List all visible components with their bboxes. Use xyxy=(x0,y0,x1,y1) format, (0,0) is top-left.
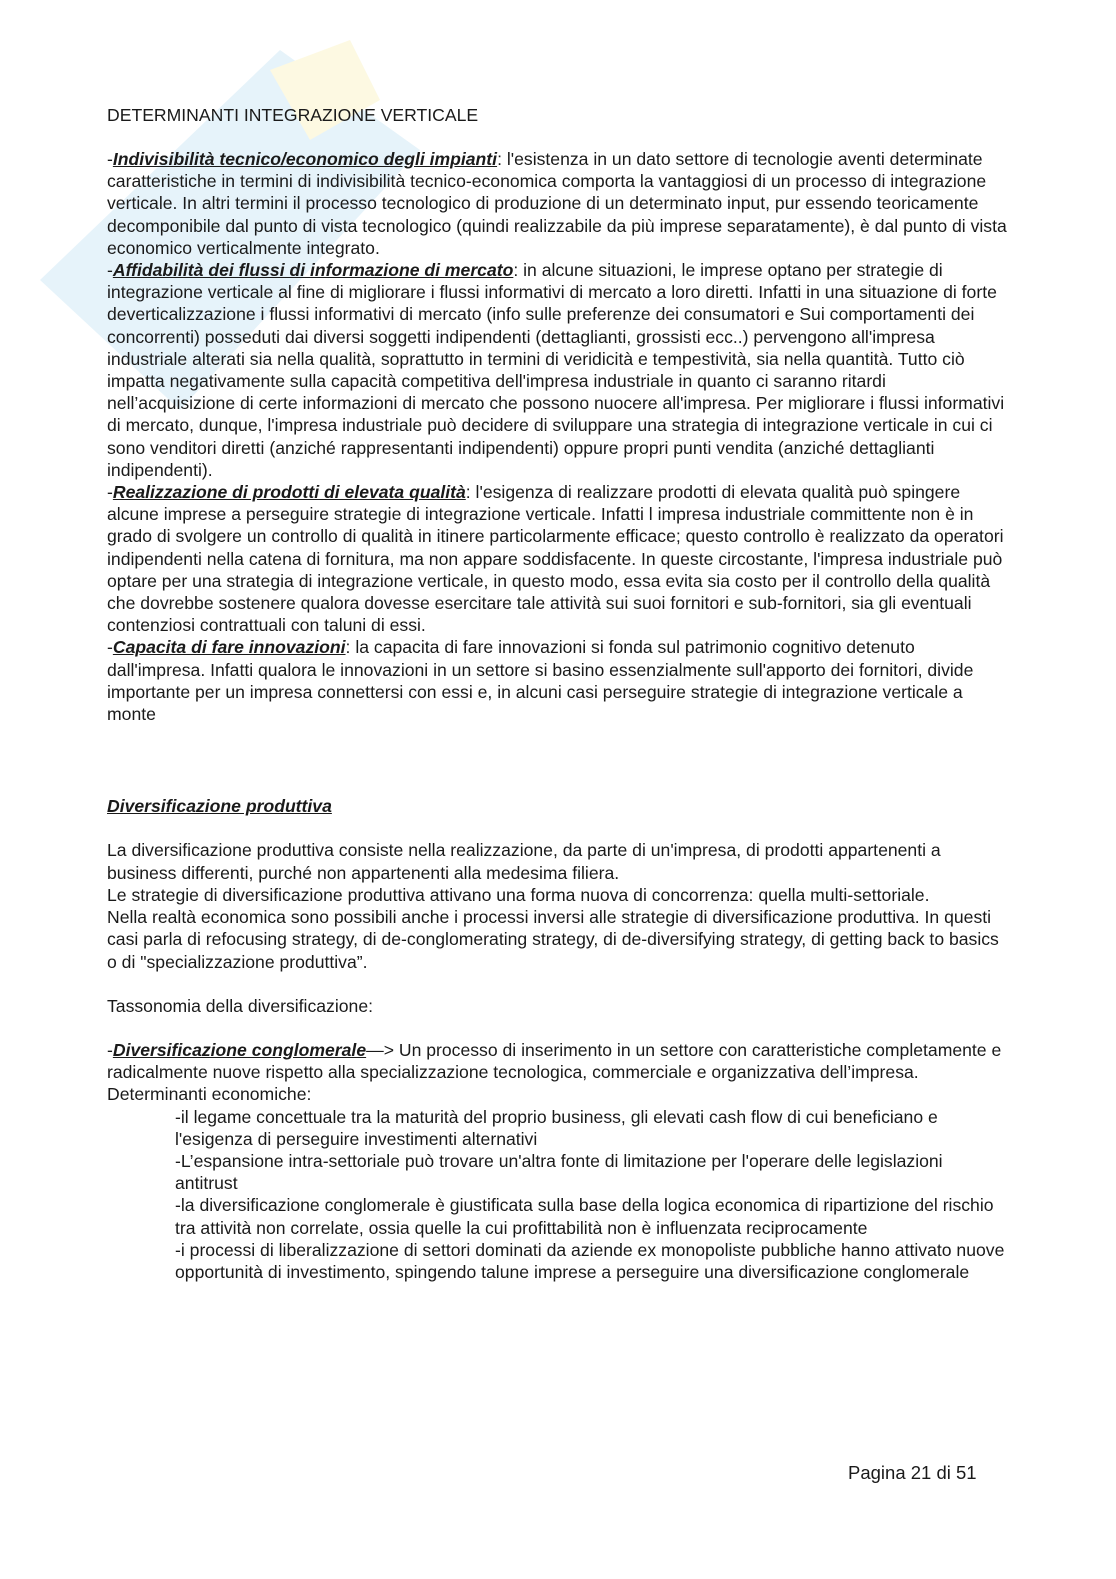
page-content xyxy=(107,104,1007,1283)
paragraph-div-processi-inversi: Nella realtà economica sono possibili anche i processi inversi alle strategie di diversificazione produttiva. In questi casi parla di refocusing strategy, di de-conglomerating strategy, di de-diversifying strategy, di getting back to basics o di "specializzazione produttiva”. xyxy=(107,907,999,972)
list-item: -i processi di liberalizzazione di settori dominati da aziende ex monopoliste pubbliche hanno attivato nuove opportunità di investimento, spingendo talune imprese a perseguire una diversificazione conglomerale xyxy=(175,1239,1005,1282)
paragraph-realizzazione: -Realizzazione di prodotti di elevata qualità: l'esigenza di realizzare prodotti di elevata qualità può spingere alcune imprese a perseguire strategie di integrazione verticale. Infatti l impresa industriale committente non è in grado di svolgere un controllo di qualità in itinere particolarmente efficace; questo controllo è realizzato da operatori indipendenti nella catena di fornitura, ma non appare soddisfacente. In queste circostante, l'impresa industriale può optare per una strategia di integrazione verticale, in questo modo, essa evita sia costo per il controllo della qualità che dovrebbe sostenere qualora dovesse esercitare tale attività sui suoi fornitori e sub-fornitori, sia gli eventuali contenziosi contrattuali con taluni di essi. xyxy=(107,482,1004,636)
paragraph-innovazioni: -Capacita di fare innovazioni: la capacita di fare innovazioni si fonda sul patrimonio cognitivo detenuto dall'impresa. Infatti qualora le innovazioni in un settore si basino essenzialmente sull'apporto dei fornitori, divide importante per un impresa connettersi con essi e, in alcuni casi perseguire strategie di integrazione verticale a monte xyxy=(107,637,974,725)
term-affidabilita: Affidabilità dei flussi di informazione di mercato xyxy=(112,260,514,281)
term-conglomerale: Diversificazione conglomerale xyxy=(112,1039,367,1060)
term-realizzazione: Realizzazione di prodotti di elevata qualità xyxy=(112,482,466,503)
term-indivisibilita: Indivisibilità tecnico/economico degli impianti xyxy=(112,149,498,169)
paragraph-indivisibilita: -Indivisibilità tecnico/economico degli impianti: l'esistenza in un dato settore di tecnologie aventi determinate caratteristiche in termini di indivisibilità tecnico-economica comporta la vantaggiosi di un processo di integrazione verticale. In altri termini il processo tecnologico di produzione di un determinato input, pur essendo teoricamente decomponibile dal punto di vista tecnologico (quindi realizzabile da più imprese separatamente), è dal punto di vista economico verticalmente integrato. xyxy=(107,149,1007,258)
paragraph-affidabilita: -Affidabilità dei flussi di informazione di mercato: in alcune situazioni, le imprese optano per strategie di integrazione verticale al fine di migliorare i flussi informativi di mercato a loro diretti. Infatti in una situazione di forte deverticalizzazione i flussi informativi di mercato (info sulle preferenze dei consumatori e Sui comportamenti dei concorrenti) posseduti dai diversi soggetti indipendenti (dettaglianti, grossisti ecc..) pervengono all'impresa industriale alterati sia nella qualità, soprattutto in termini di veridicità e tempestività, sia nella quantità. Tutto ciò impatta negativamente sulla capacità competitiva dell'impresa industriale in quanto ci saranno ritardi nell’acquisizione di certe informazioni di mercato che possono nuocere all'impresa. Per migliorare i flussi informativi di mercato, dunque, l'impresa industriale può decidere di sviluppare una strategia di integrazione verticale in cui ci sono venditori diretti (anziché rappresentanti indipendenti) oppure propri punti vendita (anziché dettaglianti indipendenti). xyxy=(107,260,1005,480)
paragraph-div-definizione: La diversificazione produttiva consiste nella realizzazione, da parte di un'impresa, di prodotti appartenenti a business differenti, purché non appartenenti alla medesima filiera. xyxy=(107,840,941,883)
paragraph-div-strategie: Le strategie di diversificazione produttiva attivano una forma nuova di concorrenza: quella multi-settoriale. xyxy=(107,884,930,905)
list-item: -la diversificazione conglomerale è giustificata sulla base della logica economica di ripartizione del rischio tra attività non correlate, ossia quelle la cui profittabilità non è influenzata reciprocamente xyxy=(175,1195,994,1238)
list-item: -L’espansione intra-settoriale può trovare un'altra fonte di limitazione per l'operare delle legislazioni antitrust xyxy=(175,1150,943,1194)
list-item: -il legame concettuale tra la maturità del proprio business, gli elevati cash flow di cui beneficiano e l'esigenza di perseguire investimenti alternativi xyxy=(175,1106,938,1149)
term-innovazioni: Capacita di fare innovazioni xyxy=(112,637,346,658)
page-number: Pagina 21 di 51 xyxy=(848,1462,977,1483)
paragraph-conglomerale: -Diversificazione conglomerale—> Un processo di inserimento in un settore con caratteristiche completamente e radicalmente nuove rispetto alla specializzazione tecnologica, commerciale e organizzativa dell’impresa. xyxy=(107,1039,1002,1083)
heading-determinanti: DETERMINANTI INTEGRAZIONE VERTICALE xyxy=(107,105,479,125)
heading-diversificazione: Diversificazione produttiva xyxy=(107,796,332,817)
determinanti-list xyxy=(107,1106,1007,1284)
determinanti-label: Determinanti economiche: xyxy=(107,1084,312,1105)
paragraph-tassonomia: Tassonomia della diversificazione: xyxy=(107,995,373,1016)
